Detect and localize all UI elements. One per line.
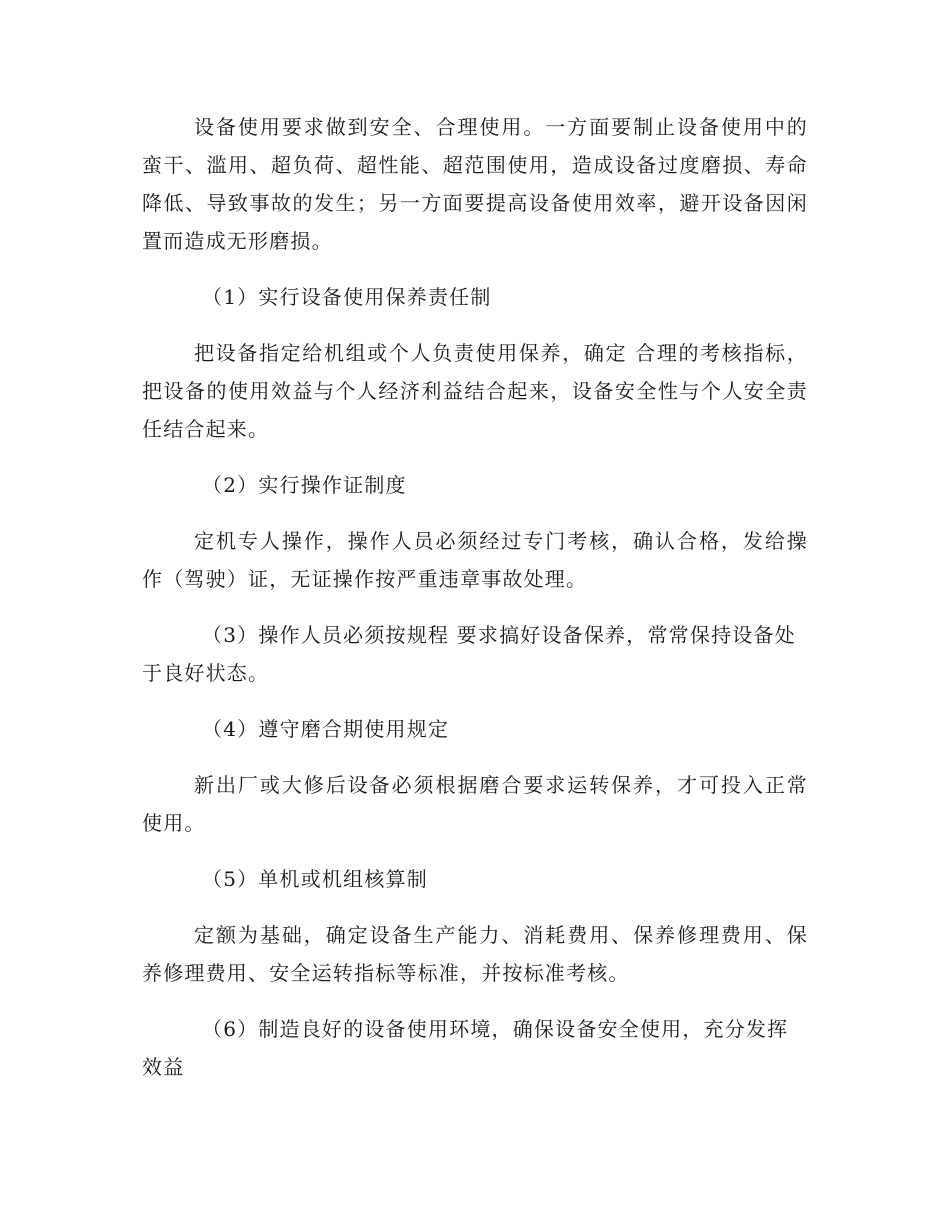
document-page (142, 108, 808, 1104)
paragraph-break-in-period: 新出厂或大修后设备必须根据磨合要求运转保养，才可投入正常使用。 (142, 773, 808, 835)
paragraph-intro: 设备使用要求做到安全、合理使用。一方面要制止设备使用中的蛮干、滥用、超负荷、超性能、超范围使用，造成设备过度磨损、寿命降低、导致事故的发生；另一方面要提高设备使用效率，避开设备因闲置而造成无形磨损。 (142, 115, 808, 253)
paragraph-unit-accounting: 定额为基础，确定设备生产能力、消耗费用、保养修理费用、保养修理费用、安全运转指标等标准，并按标准考核。 (142, 923, 808, 985)
heading-operation-license: （2）实行操作证制度 (202, 473, 407, 497)
heading-usage-environment: （6）制造良好的设备使用环境，确保设备安全使用，充分发挥效益 (142, 1017, 789, 1079)
heading-break-in-period: （4）遵守磨合期使用规定 (202, 717, 450, 741)
heading-responsibility-system: （1）实行设备使用保养责任制 (202, 285, 492, 309)
heading-unit-accounting: （5）单机或机组核算制 (202, 867, 428, 891)
heading-maintenance-rules: （3）操作人员必须按规程 要求搞好设备保养，常常保持设备处于良好状态。 (142, 623, 796, 685)
paragraph-operation-license: 定机专人操作，操作人员必须经过专门考核，确认合格，发给操作（驾驶）证，无证操作按严重违章事故处理。 (142, 529, 808, 591)
paragraph-responsibility-system: 把设备指定给机组或个人负责使用保养，确定 合理的考核指标，把设备的使用效益与个人经济利益结合起来，设备安全性与个人安全责任结合起来。 (142, 341, 808, 441)
